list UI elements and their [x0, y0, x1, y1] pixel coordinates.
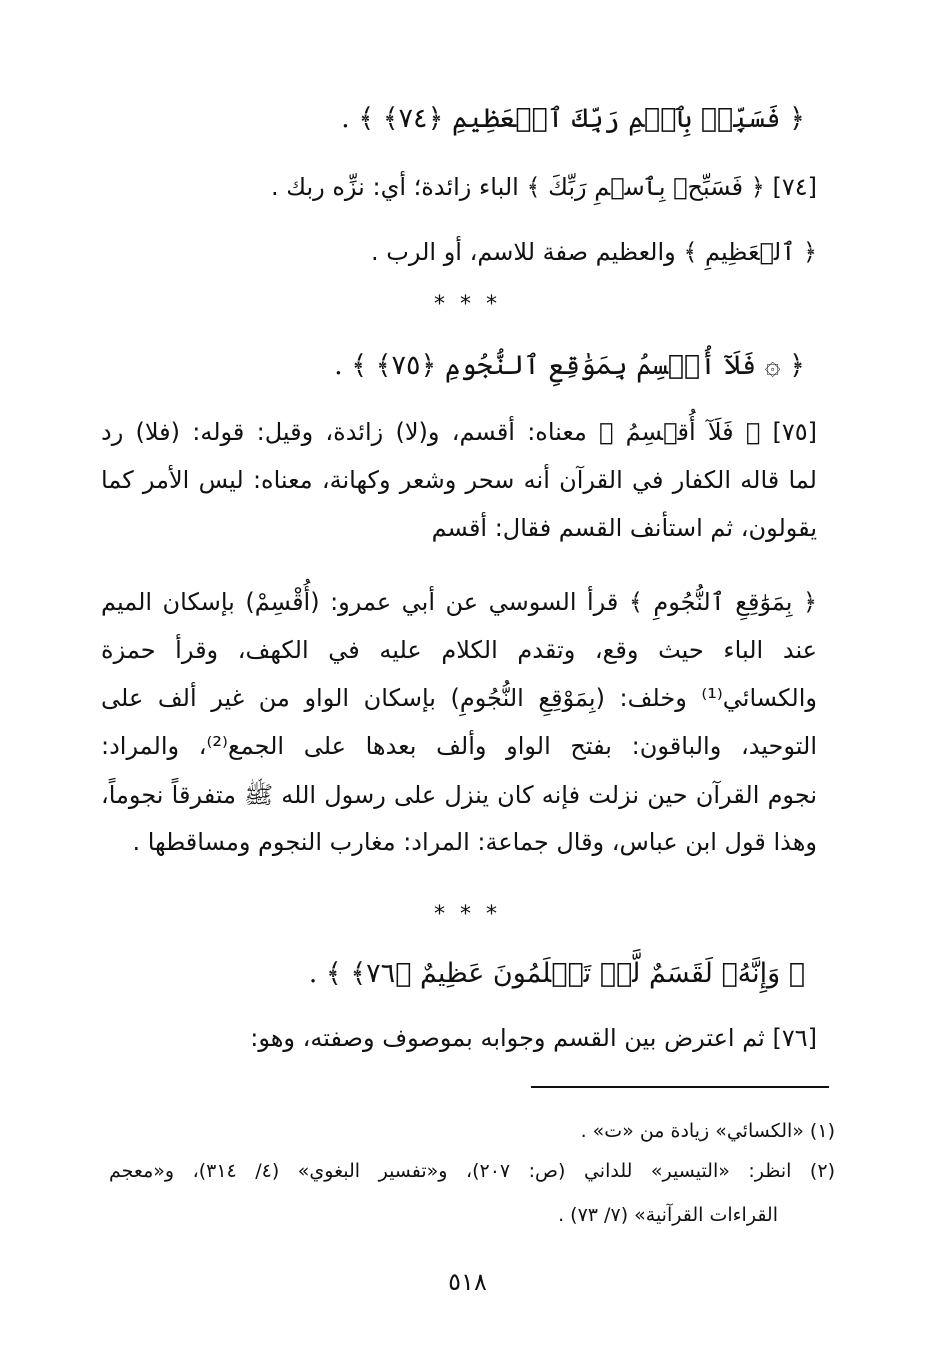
commentary-74-adhim: ﴿ ٱلۡعَظِيمِ ﴾ والعظيم صفة للاسم، أو الرب .	[370, 238, 817, 266]
commentary-75-readings-line-6: وهذا قول ابن عباس، وقال جماعة: المراد: مغارب النجوم ومساقطها .	[132, 828, 817, 856]
footnote-2-line-1: (٢) انظر: «التيسير» للداني (ص: ٢٠٧)، و«تفسير البغوي» (٤/ ٣١٤)، و«معجم	[109, 1160, 835, 1182]
commentary-75-readings-line-4: التوحيد، والباقون: بفتح الواو وألف بعدها على الجمع⁽²⁾، والمراد:	[101, 732, 817, 760]
commentary-75-line-3: يقولون، ثم استأنف القسم فقال: أقسم	[431, 514, 817, 542]
footnote-1: (١) «الكسائي» زيادة من «ت» .	[580, 1120, 835, 1142]
quran-verse-76: ﴿ وَإِنَّهُۥ لَقَسَمٌ لَّوۡ تَعۡلَمُونَ عَظِيمٌ ﴿٧٦﴾ ﴾ .	[308, 958, 805, 989]
footnote-rule	[531, 1086, 829, 1088]
commentary-76-line: [٧٦] ثم اعترض بين القسم وجوابه بموصوف وصفته، وهو:	[250, 1024, 817, 1052]
quran-verse-74: ﴿ فَسَبِّحۡ بِٱسۡمِ رَبِّكَ ٱلۡعَظِيمِ ﴿٧٤﴾ ﴾ .	[341, 103, 805, 134]
commentary-75-line-2: لما قاله الكفار في القرآن أنه سحر وشعر وكهانة، معناه: ليس الأمر كما	[101, 466, 817, 494]
section-separator: * * *	[434, 902, 501, 927]
commentary-75-readings-line-2: عند الباء حيث وقع، وتقدم الكلام عليه في الكهف، وقرأ حمزة	[101, 636, 817, 664]
commentary-75-line-1: [٧٥] ﴿ فَلَآ أُقۡسِمُ ﴾ معناه: أقسم، و(لا) زائدة، وقيل: قوله: (فلا) رد	[101, 418, 817, 446]
commentary-74-line: [٧٤] ﴿ فَسَبِّحۡ بِٱسۡمِ رَبِّكَ ﴾ الباء زائدة؛ أي: نزِّه ربك .	[270, 173, 817, 201]
commentary-75-readings-line-5: نجوم القرآن حين نزلت فإنه كان ينزل على رسول الله ﷺ متفرقاً نجوماً،	[101, 781, 817, 809]
footnote-2-line-2: القراءات القرآنية» (٧/ ٧٣) .	[558, 1204, 778, 1226]
commentary-75-readings-line-3: والكسائي⁽¹⁾ وخلف: (بِمَوْقِعِ النُّجُومِ) بإسكان الواو من غير ألف على	[101, 684, 817, 712]
quran-verse-75: ﴿ ۞ فَلَآ أُقۡسِمُ بِمَوَٰقِعِ ٱلنُّجُومِ ﴿٧٥﴾ ﴾ .	[334, 350, 805, 381]
section-separator: * * *	[434, 292, 501, 317]
page-number: ٥١٨	[448, 1268, 487, 1296]
commentary-75-readings-line-1: ﴿ بِمَوَٰقِعِ ٱلنُّجُومِ ﴾ قرأ السوسي عن أبي عمرو: (أُقْسِمْ) بإسكان الميم	[101, 588, 817, 616]
